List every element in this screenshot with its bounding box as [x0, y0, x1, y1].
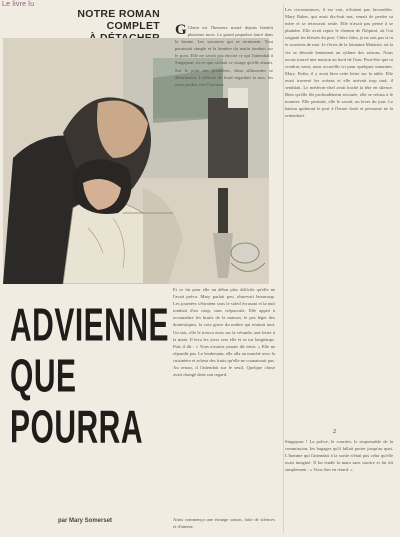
header-line-1: NOTRE ROMAN COMPLET: [77, 8, 160, 32]
drop-cap: G: [175, 24, 187, 38]
story-text-middle-column: [173, 286, 275, 516]
story-paragraph-right: Les circonstances, il est vrai, n'étaient pas favorables. Mary Baker, qui avait dix-huit ans, venait de perdre sa mère et se retrouvait seule. Elle n'avait pas pensé à se plaindre. Elle avait repris le chemin de l'hôpital, où l'on soignait les blessés du port. Chère Julia, je ne sais pas si tu te souviens de moi. Je t'écris de la lointaine Malaisie, où la vie se déroule lentement au rythme des saisons. Nous avons trouvé une maison au bord de l'eau. Peut-être que tu voudras venir, nous accueillir ici pour quelques semaines. Mary. Enfin, il y avait bien cette lettre sur la table. Elle avait traversé les océans et elle arrivait trop tard, il semblait. Le médecin-chef avait hoché la tête en silence. Bien qu'elle fût profondément secouée, elle se refusa à le montrer. Elle partirait, elle le savait, au lever du jour. Le bateau quitterait le port à l'heure fixée et personne ne la retiendrait.: [285, 7, 393, 119]
story-text-right-column: [285, 6, 393, 431]
title-line-1: ADVIENNE: [10, 300, 170, 352]
story-paragraph-section-2: Singapour ! La police, le courrier, le responsable de la commission, les bagages qu'il fallait porter jusqu'au quai. L'homme qui l'attendait à la sortie n'était pas celui qu'elle avait imaginé. Il lui tendit la main sans sourire et lui dit simplement : « Vous êtes en retard. »: [285, 439, 393, 473]
story-text-middle-end: [173, 516, 275, 536]
author-byline: par Mary Somerset: [58, 518, 113, 524]
section-number: 2: [333, 429, 336, 435]
story-paragraph-middle-end: Ainsi commença une étrange saison, faite de silences et d'attente.: [173, 517, 275, 530]
magazine-logo: Le livre lu: [2, 1, 35, 8]
story-title: [10, 300, 170, 454]
title-line-2: QUE POURRA: [10, 351, 144, 454]
story-text-section-2: [285, 438, 393, 533]
story-paragraph-middle: Et ce fut pour elle un début plus difficile qu'elle ne l'avait prévu. Mary parlait peu, observait beaucoup. Les journées s'étiraient sous le soleil écrasant et la nuit tombait d'un coup, sans crépuscule. Elle apprit à reconnaître les bruits de la maison, le pas léger des domestiques, la voix grave du maître qui rentrait tard. Un soir, elle le trouva assis sur la véranda, une lettre à la main. Il leva les yeux vers elle et se tut longtemps. Puis il dit : « Vous n'auriez jamais dû venir. » Elle ne répondit pas. Le lendemain, elle alla au marché avec la cuisinière et acheta des fruits qu'elle ne connaissait pas. Au retour, il l'attendait sur le seuil. Quelque chose avait changé dans son regard.: [173, 287, 275, 378]
column-divider: [283, 5, 284, 533]
story-paragraph-intro: Glenn est l'heureux marié depuis bientôt plusieurs mois. Le grand paquebot lancé dans la brume. Les vacances qui se terminent. Tout paraissait simple et la lumière du matin tombait sur le pont. Elle ne savait pas encore ce qui l'attendait à Singapour, ni ce que cachait ce visage qu'elle aimait. Sur le pont des premières, deux silhouettes se détachaient. L'officier de bord regardait la mer, les yeux perdus vers l'horizon.: [175, 25, 273, 87]
story-text-intro: [175, 24, 273, 148]
